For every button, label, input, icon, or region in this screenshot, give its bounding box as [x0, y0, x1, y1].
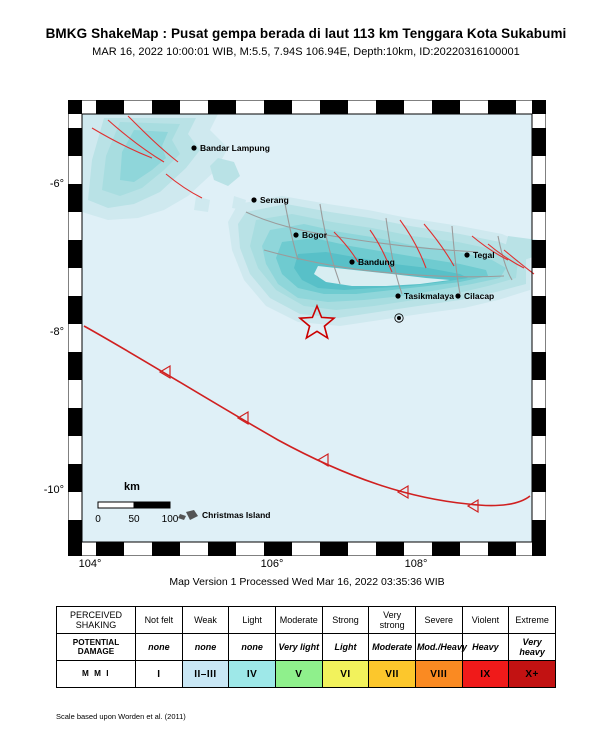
- legend-damage-3: Very light: [275, 634, 322, 661]
- legend-damage-5: Moderate: [369, 634, 416, 661]
- legend-mmi-3: V: [275, 661, 322, 688]
- christmas-island-label: [178, 510, 271, 520]
- map-xtick-2: 108°: [404, 558, 428, 570]
- legend-footnote: Scale based upon Worden et al. (2011): [56, 712, 186, 721]
- page-title: BMKG ShakeMap : Pusat gempa berada di laut 113 km Tenggara Kota Sukabumi: [45, 26, 567, 41]
- svg-text:0: 0: [95, 514, 101, 525]
- svg-text:Serang: Serang: [260, 195, 289, 205]
- legend-mmi-8: X+: [509, 661, 556, 688]
- legend-damage-1: none: [182, 634, 229, 661]
- legend-header-mmi: M M I: [57, 661, 136, 688]
- svg-text:Christmas Island: Christmas Island: [202, 510, 271, 520]
- map-ytick-1: -8°: [49, 326, 64, 338]
- legend-row-perceived-shaking: [57, 607, 556, 634]
- legend-shaking-8: Extreme: [509, 607, 556, 634]
- legend-damage-6: Mod./Heavy: [415, 634, 462, 661]
- legend-damage-7: Heavy: [462, 634, 509, 661]
- map-ytick-2: -10°: [43, 484, 64, 496]
- legend-shaking-3: Moderate: [275, 607, 322, 634]
- legend-header-potential-damage: POTENTIAL DAMAGE: [57, 634, 136, 661]
- legend-damage-4: Light: [322, 634, 369, 661]
- map-x-axis: [68, 558, 546, 576]
- map-xtick-0: 104°: [78, 558, 102, 570]
- legend-shaking-2: Light: [229, 607, 276, 634]
- svg-text:Tasikmalaya: Tasikmalaya: [404, 291, 454, 301]
- legend-mmi-5: VII: [369, 661, 416, 688]
- mmi-legend-table: [56, 606, 556, 688]
- legend-mmi-1: II–III: [182, 661, 229, 688]
- map-version-caption: Map Version 1 Processed Wed Mar 16, 2022 03:35:36 WIB: [169, 576, 445, 588]
- svg-text:km: km: [124, 481, 140, 493]
- legend-shaking-5: Very strong: [369, 607, 416, 634]
- svg-text:100: 100: [161, 514, 179, 525]
- svg-text:Tegal: Tegal: [473, 250, 495, 260]
- shakemap-page: [0, 26, 612, 743]
- legend-shaking-7: Violent: [462, 607, 509, 634]
- legend-shaking-4: Strong: [322, 607, 369, 634]
- map-graphic: [68, 100, 546, 556]
- legend-shaking-1: Weak: [182, 607, 229, 634]
- svg-text:Cilacap: Cilacap: [464, 291, 495, 301]
- svg-text:Bandar Lampung: Bandar Lampung: [200, 143, 270, 153]
- legend-damage-8: Very heavy: [509, 634, 556, 661]
- legend-row-potential-damage: [57, 634, 556, 661]
- legend-mmi-4: VI: [322, 661, 369, 688]
- legend-shaking-0: Not felt: [136, 607, 183, 634]
- legend-mmi-7: IX: [462, 661, 509, 688]
- legend-damage-2: none: [229, 634, 276, 661]
- map-container[interactable]: [43, 100, 546, 570]
- svg-text:50: 50: [128, 514, 140, 525]
- legend-header-perceived-shaking: PERCEIVED SHAKING: [57, 607, 136, 634]
- svg-text:Bandung: Bandung: [358, 257, 395, 267]
- map-xtick-1: 106°: [260, 558, 284, 570]
- legend-row-mmi: [57, 661, 556, 688]
- map-ytick-0: -6°: [49, 178, 64, 190]
- legend-mmi-6: VIII: [415, 661, 462, 688]
- legend-shaking-6: Severe: [415, 607, 462, 634]
- legend-damage-0: none: [136, 634, 183, 661]
- legend-mmi-2: IV: [229, 661, 276, 688]
- legend-mmi-0: I: [136, 661, 183, 688]
- svg-text:Bogor: Bogor: [302, 230, 328, 240]
- page-subtitle: MAR 16, 2022 10:00:01 WIB, M:5.5, 7.94S 106.94E, Depth:10km, ID:20220316100001: [92, 46, 520, 58]
